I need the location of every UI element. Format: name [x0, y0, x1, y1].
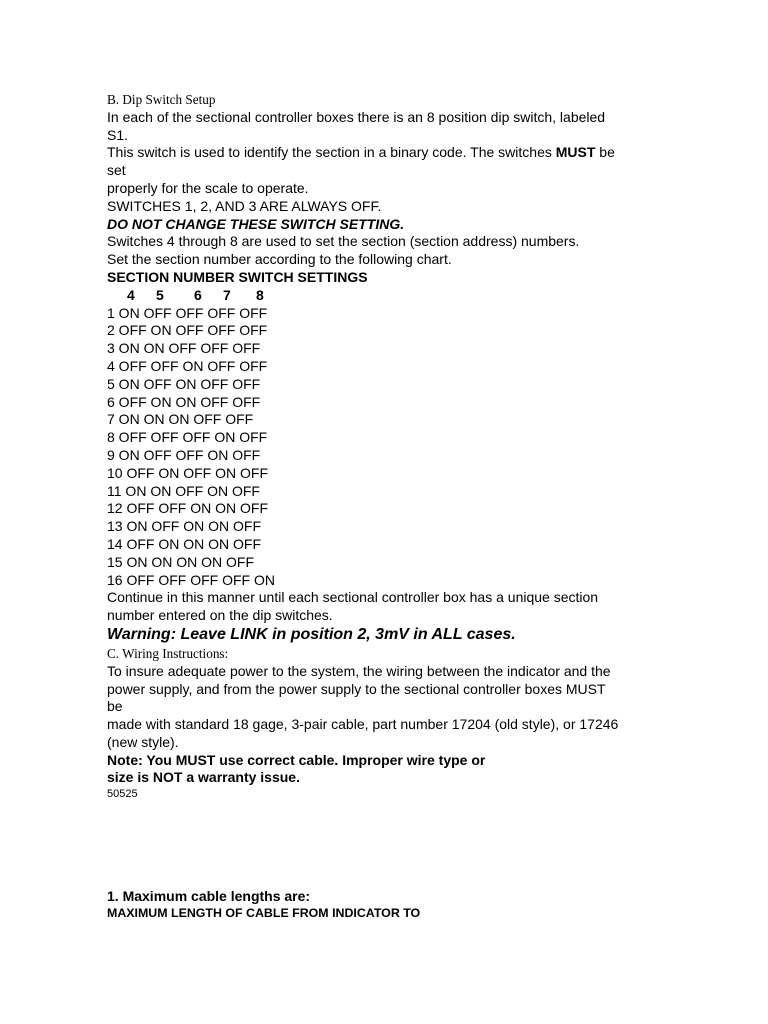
document-page	[107, 91, 667, 922]
cable-lengths-subheading: MAXIMUM LENGTH OF CABLE FROM INDICATOR TO	[107, 906, 421, 921]
spacer	[107, 801, 667, 887]
switch-row: 9 ON OFF OFF ON OFF	[107, 446, 261, 463]
switch-row: 6 OFF ON ON OFF OFF	[107, 393, 261, 410]
body-text: To insure adequate power to the system, the wiring between the indicator and the	[107, 662, 611, 679]
switch-row: 5 ON OFF ON OFF OFF	[107, 375, 261, 392]
switch-row: 8 OFF OFF OFF ON OFF	[107, 429, 268, 446]
switch-header: 5	[156, 286, 164, 303]
document-code: 50525	[107, 788, 138, 801]
switch-row: 16 OFF OFF OFF OFF ON	[107, 571, 275, 588]
body-text: set	[107, 162, 126, 179]
switch-row: 1 ON OFF OFF OFF OFF	[107, 304, 268, 321]
body-text: In each of the sectional controller boxes there is an 8 position dip switch, labeled	[107, 108, 606, 125]
switch-header: 6	[194, 286, 202, 303]
switch-row: 11 ON ON OFF ON OFF	[107, 482, 260, 499]
switch-header: 8	[256, 286, 264, 303]
switch-row: 4 OFF OFF ON OFF OFF	[107, 357, 268, 374]
body-text: be	[107, 698, 123, 715]
cable-lengths-heading: 1. Maximum cable lengths are:	[107, 888, 311, 905]
switch-row: 10 OFF ON OFF ON OFF	[107, 464, 268, 481]
warning-text: Warning: Leave LINK in position 2, 3mV in ALL cases.	[107, 625, 516, 643]
switch-row: 3 ON ON OFF OFF OFF	[107, 340, 261, 357]
body-text: number entered on the dip switches.	[107, 607, 333, 624]
note-text: Note: You MUST use correct cable. Improper wire type or	[107, 751, 486, 768]
switch-row: 14 OFF ON ON ON OFF	[107, 535, 262, 552]
switch-header: 7	[223, 286, 231, 303]
body-text: power supply, and from the power supply to the sectional controller boxes MUST	[107, 680, 606, 697]
section-b-heading: B. Dip Switch Setup	[107, 92, 216, 107]
body-text-part: be	[595, 144, 615, 161]
switch-header: 4	[127, 286, 135, 303]
chart-title: SECTION NUMBER SWITCH SETTINGS	[107, 268, 368, 285]
emphasis-text: MUST	[555, 144, 596, 161]
body-text: S1.	[107, 126, 129, 143]
note-text: size is NOT a warranty issue.	[107, 769, 300, 786]
body-text-part: This switch is used to identify the section in a binary code. The switches	[107, 144, 556, 161]
switch-header-row	[107, 287, 667, 305]
switch-row: 2 OFF ON OFF OFF OFF	[107, 322, 268, 339]
switch-row: 15 ON ON ON ON OFF	[107, 553, 255, 570]
switch-row: 7 ON ON ON OFF OFF	[107, 411, 254, 428]
body-text: Switches 4 through 8 are used to set the section (section address) numbers.	[107, 233, 580, 250]
caution-text: DO NOT CHANGE THESE SWITCH SETTING.	[107, 215, 405, 232]
switch-row: 12 OFF OFF ON ON OFF	[107, 500, 268, 517]
switch-row: 13 ON OFF ON ON OFF	[107, 518, 262, 535]
body-text: SWITCHES 1, 2, AND 3 ARE ALWAYS OFF.	[107, 197, 382, 214]
body-text	[107, 144, 667, 162]
body-text: (new style).	[107, 733, 179, 750]
body-text: properly for the scale to operate.	[107, 179, 309, 196]
body-text: made with standard 18 gage, 3-pair cable, part number 17204 (old style), or 17246	[107, 716, 619, 733]
body-text: Set the section number according to the following chart.	[107, 251, 452, 268]
section-c-heading: C. Wiring Instructions:	[107, 645, 229, 661]
body-text: Continue in this manner until each sectional controller box has a unique section	[107, 589, 599, 606]
